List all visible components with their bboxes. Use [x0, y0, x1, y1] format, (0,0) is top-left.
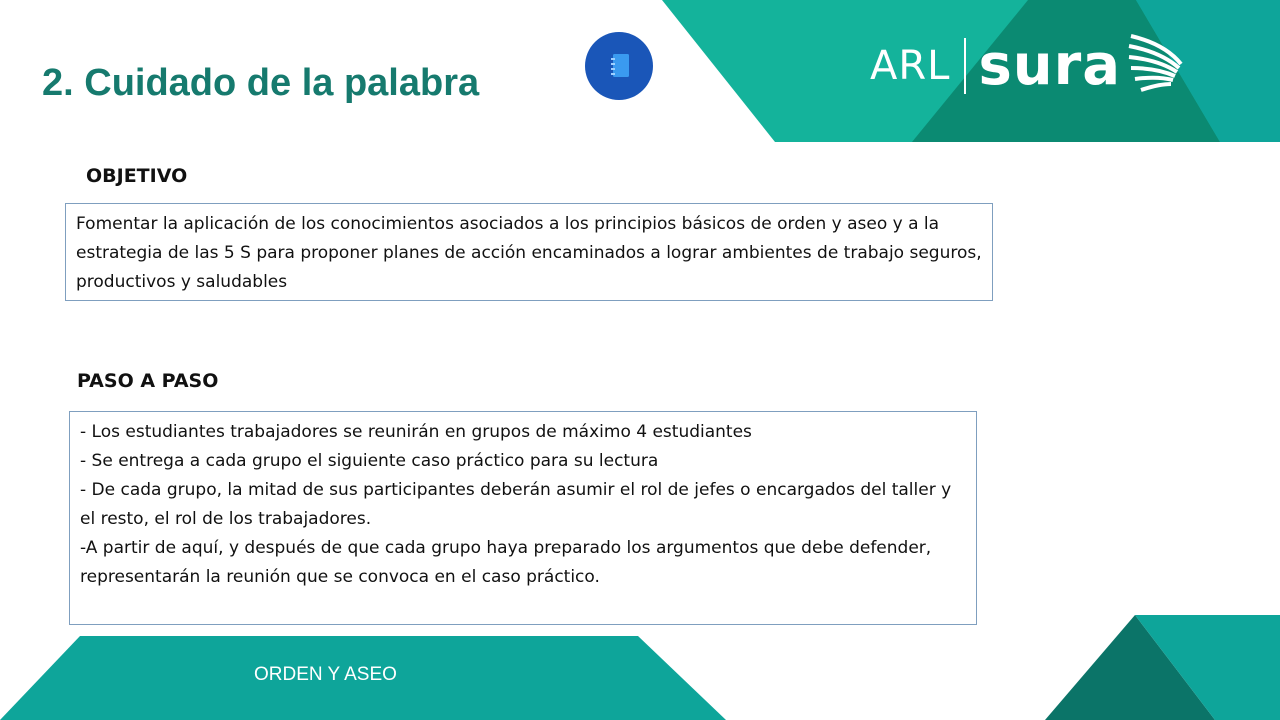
objective-text: Fomentar la aplicación de los conocimientos asociados a los principios básicos de orden y aseo y a la estrategia de las 5 S para proponer planes de acción encaminados a lograr ambientes de trabajo seguros, productivos y saludables — [76, 214, 982, 292]
steps-box — [69, 411, 977, 625]
step-item: - Se entrega a cada grupo el siguiente caso práctico para su lectura — [80, 451, 659, 471]
wing-logo-icon — [1125, 30, 1183, 102]
logo-separator — [964, 38, 966, 94]
steps-heading: PASO A PASO — [77, 370, 219, 392]
objective-box — [65, 203, 993, 301]
logo-arl-text: ARL — [870, 43, 951, 89]
notebook-icon — [606, 52, 632, 80]
footer-label: ORDEN Y ASEO — [254, 664, 397, 685]
notebook-button[interactable] — [585, 32, 653, 100]
logo-sura-text: sura — [978, 33, 1122, 98]
arl-sura-logo — [870, 30, 1183, 102]
step-item: - De cada grupo, la mitad de sus participantes deberán asumir el rol de jefes o encargados del taller y el resto, el rol de los trabajadores. — [80, 480, 952, 529]
objective-heading: OBJETIVO — [86, 165, 188, 187]
page-title: 2. Cuidado de la palabra — [42, 62, 480, 104]
step-item: -A partir de aquí, y después de que cada grupo haya preparado los argumentos que debe defender, representarán la reunión que se convoca en el caso práctico. — [80, 538, 932, 587]
step-item: - Los estudiantes trabajadores se reunirán en grupos de máximo 4 estudiantes — [80, 422, 752, 442]
